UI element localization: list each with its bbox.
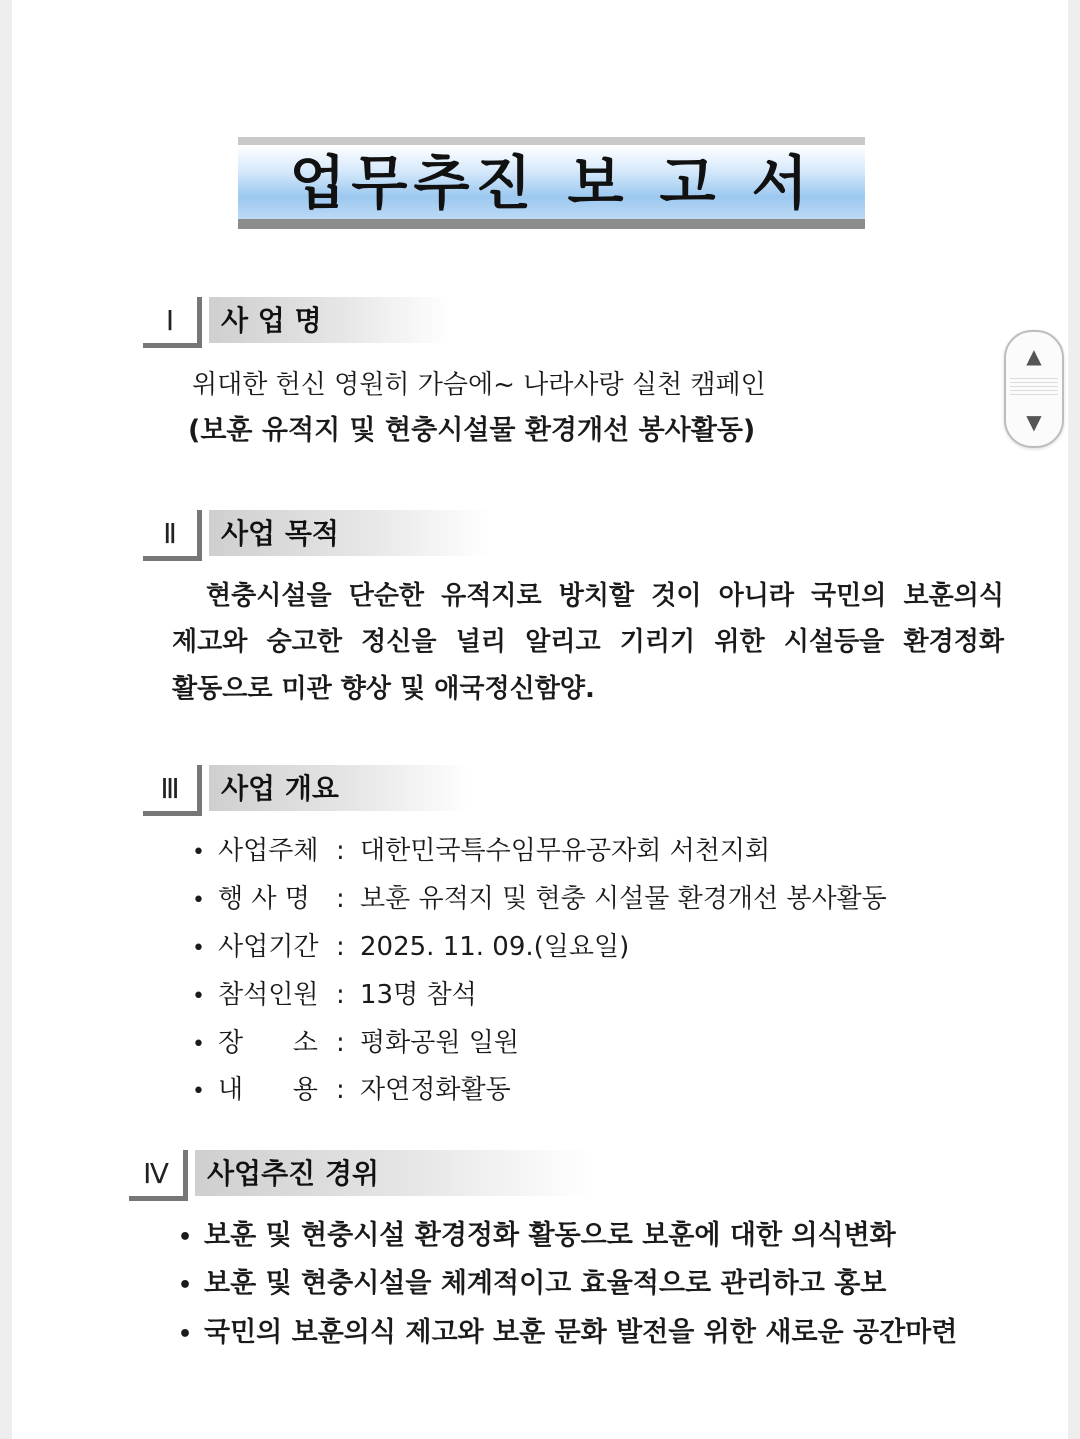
bullet-icon: • — [178, 1225, 193, 1250]
bullet-icon: • — [192, 840, 205, 865]
purpose-line3: 활동으로 미관 향상 및 애국정신함양. — [172, 674, 595, 704]
title-banner — [238, 137, 865, 229]
overview-key: 사업주체 — [218, 836, 319, 866]
progress-text: 보훈 및 현충시설을 체계적이고 효율적으로 관리하고 홍보 — [204, 1268, 887, 1299]
overview-value: 평화공원 일원 — [360, 1028, 519, 1058]
overview-colon: : — [336, 836, 345, 866]
overview-item — [192, 1069, 511, 1106]
progress-item — [178, 1213, 896, 1252]
overview-colon: : — [336, 932, 345, 962]
triangle-up-icon[interactable]: ▲ — [1026, 344, 1042, 368]
bullet-icon: • — [192, 936, 205, 961]
banner-bottom-line — [238, 219, 865, 229]
overview-value: 보훈 유적지 및 현충 시설물 환경개선 봉사활동 — [360, 884, 887, 914]
overview-colon: : — [336, 884, 345, 914]
overview-key: 참석인원 — [218, 980, 319, 1010]
overview-colon: : — [336, 980, 345, 1010]
section-1-header — [143, 297, 453, 347]
purpose-line1: 현충시설을 단순한 유적지로 방치할 것이 아니라 국민의 보훈의식 — [206, 581, 1004, 611]
overview-key: 장 소 — [218, 1028, 318, 1058]
section-3-title: 사업 개요 — [209, 765, 471, 811]
bullet-icon: • — [192, 984, 205, 1009]
overview-colon: : — [336, 1028, 345, 1058]
title-part-3: 고 — [659, 149, 722, 217]
document-page — [12, 0, 1068, 1439]
progress-text: 국민의 보훈의식 제고와 보훈 문화 발전을 위한 새로운 공간마련 — [204, 1317, 958, 1348]
overview-item — [192, 926, 629, 963]
scroll-grip[interactable] — [1010, 378, 1058, 398]
purpose-line2: 제고와 숭고한 정신을 널리 알리고 기리기 위한 시설등을 환경정화 — [172, 627, 1004, 657]
overview-value: 13명 참석 — [360, 980, 477, 1010]
bullet-icon: • — [192, 1079, 205, 1104]
title-part-1: 업무추진 — [289, 149, 538, 217]
progress-text: 보훈 및 현충시설 환경정화 활동으로 보훈에 대한 의식변화 — [204, 1220, 896, 1251]
business-name-line2: (보훈 유적지 및 현충시설물 환경개선 봉사활동) — [188, 415, 756, 446]
overview-item — [192, 1022, 519, 1059]
section-1-title: 사 업 명 — [209, 297, 451, 343]
bullet-icon: • — [178, 1273, 193, 1298]
title-part-2: 보 — [567, 149, 630, 217]
section-3-header — [143, 765, 483, 815]
section-2-header — [143, 510, 503, 560]
page-scroll-widget[interactable] — [1004, 330, 1064, 448]
overview-value: 자연정화활동 — [360, 1075, 511, 1105]
overview-value: 2025. 11. 09.(일요일) — [360, 932, 630, 962]
overview-item — [192, 830, 770, 867]
section-2-title: 사업 목적 — [209, 510, 491, 556]
section-1-number: Ⅰ — [143, 297, 202, 348]
overview-key: 행 사 명 — [218, 884, 310, 914]
overview-item — [192, 878, 887, 915]
triangle-down-icon[interactable]: ▼ — [1026, 410, 1042, 434]
page-title — [238, 151, 865, 215]
progress-item — [178, 1310, 957, 1349]
business-name-line1: 위대한 헌신 영원히 가슴에~ 나라사랑 실천 캠페인 — [192, 370, 766, 400]
progress-item — [178, 1261, 886, 1300]
banner-top-line — [238, 137, 865, 145]
section-4-number: Ⅳ — [129, 1150, 188, 1201]
overview-key: 사업기간 — [218, 932, 319, 962]
section-4-header — [129, 1150, 599, 1200]
bullet-icon: • — [192, 1032, 205, 1057]
overview-colon: : — [336, 1075, 345, 1105]
section-2-number: Ⅱ — [143, 510, 202, 561]
overview-item — [192, 974, 477, 1011]
bullet-icon: • — [178, 1322, 193, 1347]
title-part-4: 서 — [751, 149, 814, 217]
bullet-icon: • — [192, 888, 205, 913]
overview-key: 내 용 — [218, 1075, 318, 1105]
overview-value: 대한민국특수임무유공자회 서천지회 — [360, 836, 771, 866]
section-3-number: Ⅲ — [143, 765, 202, 816]
section-4-title: 사업추진 경위 — [195, 1150, 592, 1196]
